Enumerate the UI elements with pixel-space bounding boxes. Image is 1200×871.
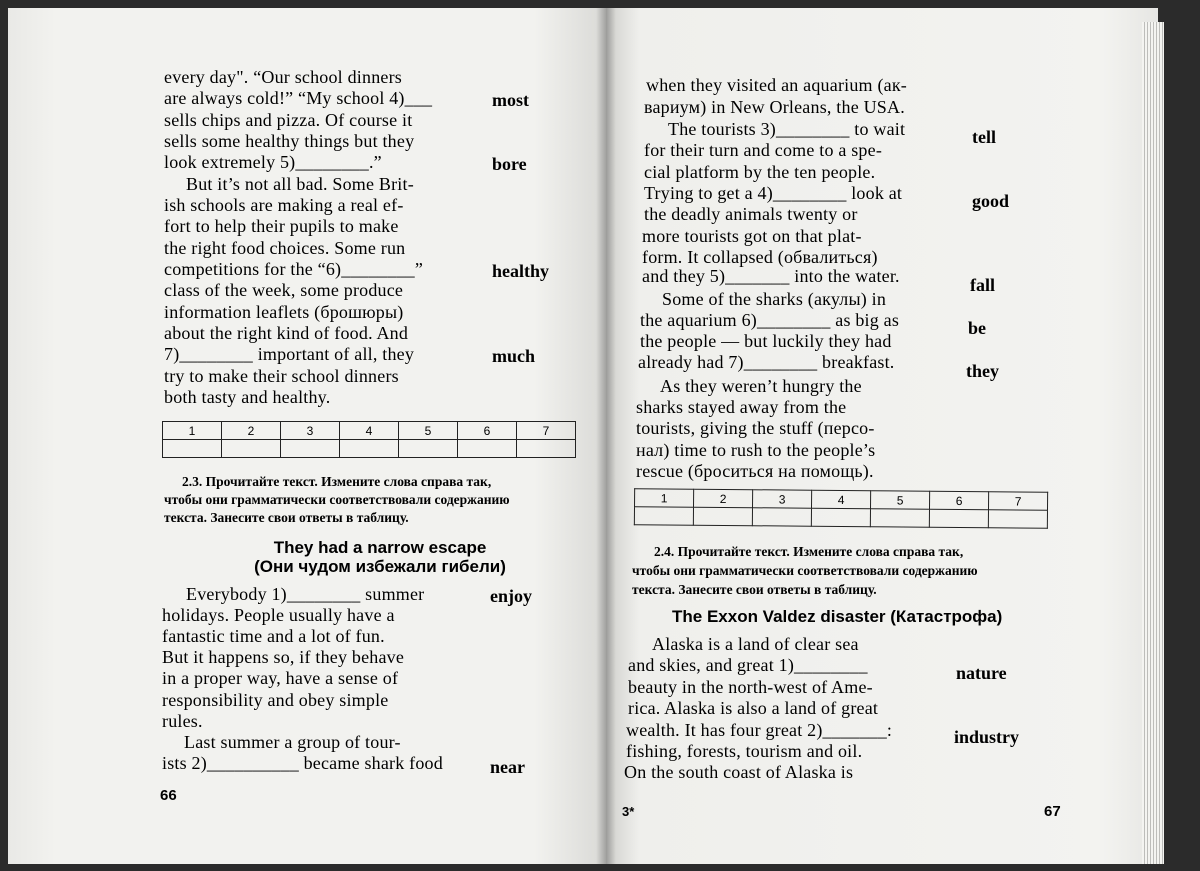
- text-line: already had 7)________ breakfast.: [638, 352, 895, 372]
- text-line: are always cold!” “My school 4)___: [164, 88, 433, 108]
- answer-cell[interactable]: [752, 508, 811, 527]
- text-line: Everybody 1)________ summer: [186, 584, 425, 604]
- side-word: much: [492, 346, 536, 366]
- text-line: and skies, and great 1)________: [628, 655, 868, 675]
- text-line: beauty in the north-west of Ame-: [628, 677, 873, 697]
- side-word: healthy: [492, 261, 550, 281]
- text-line: sharks stayed away from the: [636, 397, 847, 417]
- text-line: As they weren’t hungry the: [660, 376, 862, 396]
- answer-cell[interactable]: [517, 440, 576, 458]
- side-word: be: [968, 318, 986, 338]
- text-line: tourists, giving the stuff (персо-: [636, 418, 875, 438]
- text-line: fort to help their pupils to make: [164, 216, 399, 236]
- side-word: they: [966, 361, 999, 381]
- table-header-cell: 7: [988, 492, 1047, 511]
- answer-cell[interactable]: [870, 509, 929, 528]
- side-word: tell: [972, 127, 996, 147]
- answer-cell[interactable]: [988, 510, 1047, 529]
- text-line: about the right kind of food. And: [164, 323, 409, 343]
- text-line: form. It collapsed (обвалиться): [642, 247, 878, 267]
- answer-cell[interactable]: [458, 440, 517, 458]
- story-subtitle: (Они чудом избежали гибели): [254, 557, 506, 576]
- table-header-cell: 2: [222, 422, 281, 440]
- table-header-cell: 5: [399, 422, 458, 440]
- story-title: The Exxon Valdez disaster (Катастрофа): [672, 607, 1003, 626]
- text-line: in a proper way, have a sense of: [162, 668, 399, 688]
- table-header-cell: 3: [753, 490, 812, 509]
- text-line: and they 5)_______ into the water.: [642, 266, 900, 286]
- text-line: sells chips and pizza. Of course it: [164, 110, 413, 130]
- side-word: near: [490, 757, 525, 777]
- answer-cell[interactable]: [340, 440, 399, 458]
- text-line: both tasty and healthy.: [164, 387, 331, 407]
- side-word: bore: [492, 154, 527, 174]
- answer-cell[interactable]: [399, 440, 458, 458]
- text-line: competitions for the “6)________”: [164, 259, 424, 279]
- table-header-cell: 1: [635, 489, 694, 508]
- text-line: when they visited an aquarium (ак-: [646, 75, 907, 95]
- side-word: fall: [970, 275, 995, 295]
- text-line: look extremely 5)________.”: [164, 152, 382, 172]
- task-instruction: 2.4. Прочитайте текст. Измените слова справа так,: [654, 544, 964, 559]
- text-line: On the south coast of Alaska is: [624, 762, 854, 782]
- table-header-cell: 3: [281, 422, 340, 440]
- side-word: industry: [954, 727, 1020, 747]
- story-title: They had a narrow escape: [273, 538, 487, 557]
- table-header-cell: 6: [458, 422, 517, 440]
- text-line: Trying to get a 4)________ look at: [644, 183, 903, 203]
- text-line: ists 2)__________ became shark food: [162, 753, 443, 773]
- text-line: вариум) in New Orleans, the USA.: [644, 97, 905, 117]
- text-line: ish schools are making a real ef-: [164, 195, 404, 215]
- text-line: 7)________ important of all, they: [164, 344, 415, 364]
- side-word: nature: [956, 663, 1007, 683]
- table-header-cell: 5: [870, 491, 929, 510]
- side-word: enjoy: [490, 586, 532, 606]
- task-number: 2.3.: [182, 474, 203, 489]
- text-line: try to make their school dinners: [164, 366, 399, 386]
- table-header-cell: 4: [812, 490, 871, 509]
- text-line: But it happens so, if they behave: [162, 647, 405, 667]
- text-line: rescue (броситься на помощь).: [636, 461, 874, 481]
- table-header-cell: 4: [340, 422, 399, 440]
- text-line: Alaska is a land of clear sea: [652, 634, 859, 654]
- text-line: Some of the sharks (акулы) in: [662, 289, 887, 309]
- text-line: the deadly animals twenty or: [644, 204, 858, 224]
- task-number: 2.4.: [654, 544, 675, 559]
- page-number: 67: [1044, 803, 1061, 820]
- answer-cell[interactable]: [929, 509, 988, 528]
- task-instruction: 2.3. Прочитайте текст. Измените слова справа так,: [182, 474, 492, 489]
- text-line: нал) time to rush to the people’s: [636, 440, 876, 460]
- side-word: most: [492, 90, 529, 110]
- text-line: the right food choices. Some run: [164, 238, 406, 258]
- answer-cell[interactable]: [693, 507, 752, 526]
- text-line: for their turn and come to a spe-: [644, 140, 883, 160]
- text-line: rica. Alaska is also a land of great: [628, 698, 879, 718]
- text-line: every day". “Our school dinners: [164, 67, 402, 87]
- text-line: fantastic time and a lot of fun.: [162, 626, 385, 646]
- text-line: holidays. People usually have a: [162, 605, 395, 625]
- text-line: cial platform by the ten people.: [644, 162, 876, 182]
- text-line: the people — but luckily they had: [640, 331, 892, 351]
- task-instruction-line: текста. Занесите свои ответы в таблицу.: [632, 582, 877, 597]
- answer-cell[interactable]: [163, 440, 222, 458]
- answer-cell[interactable]: [222, 440, 281, 458]
- text-line: Last summer a group of tour-: [184, 732, 401, 752]
- text-line: responsibility and obey simple: [162, 690, 389, 710]
- answer-cell[interactable]: [281, 440, 340, 458]
- text-line: the aquarium 6)________ as big as: [640, 310, 900, 330]
- text-line: class of the week, some produce: [164, 280, 404, 300]
- text-line: more tourists got on that plat-: [642, 226, 862, 246]
- text-line: information leaflets (брошюры): [164, 302, 404, 322]
- table-header-cell: 2: [694, 489, 753, 508]
- text-line: The tourists 3)________ to wait: [668, 119, 906, 139]
- text-line: sells some healthy things but they: [164, 131, 415, 151]
- answer-table: [634, 488, 1048, 529]
- answer-cell[interactable]: [634, 507, 693, 526]
- task-instruction-line: чтобы они грамматически соответствовали содержанию: [632, 563, 978, 578]
- task-instruction-line: чтобы они грамматически соответствовали содержанию: [164, 492, 510, 507]
- task-instruction-line: текста. Занесите свои ответы в таблицу.: [164, 510, 409, 525]
- answer-table: [162, 421, 576, 458]
- text-line: wealth. It has four great 2)_______:: [626, 720, 893, 740]
- text-line: rules.: [162, 711, 203, 731]
- text-line: But it’s not all bad. Some Brit-: [186, 174, 414, 194]
- answer-cell[interactable]: [811, 508, 870, 527]
- page-edges: [1142, 22, 1164, 864]
- text-line: fishing, forests, tourism and oil.: [626, 741, 863, 761]
- table-header-cell: 6: [929, 491, 988, 510]
- side-word: good: [972, 191, 1010, 211]
- book-spine-shadow: [596, 8, 616, 864]
- table-header-cell: 1: [163, 422, 222, 440]
- table-header-cell: 7: [517, 422, 576, 440]
- page-number: 66: [160, 787, 177, 804]
- signature-mark: 3*: [622, 804, 635, 819]
